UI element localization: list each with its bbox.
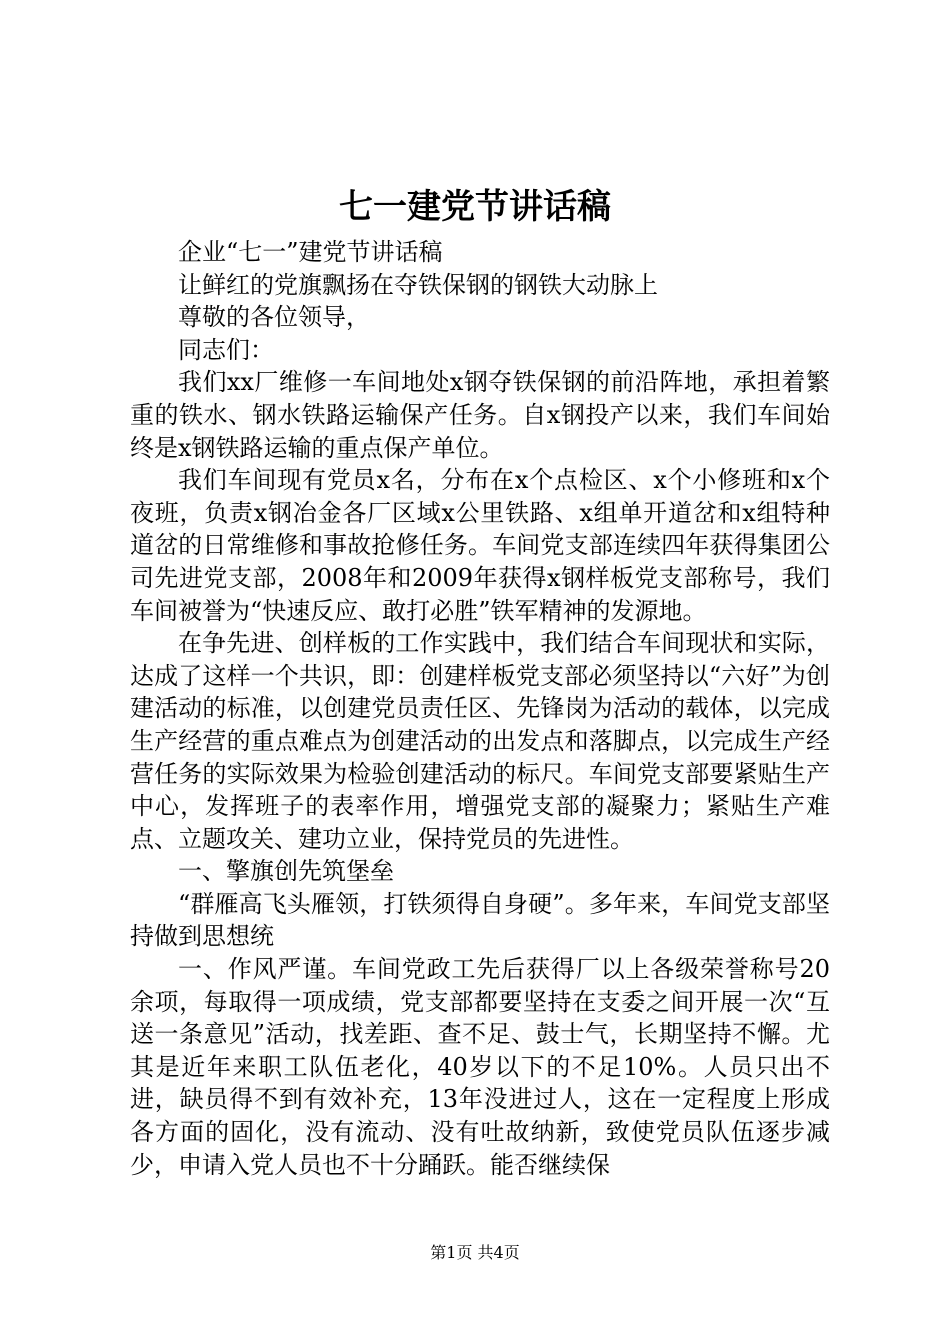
page-footer: 第1页 共4页 bbox=[430, 1243, 520, 1262]
document-body bbox=[130, 236, 830, 1181]
paragraph: 我们xx厂维修一车间地处x钢夺铁保钢的前沿阵地，承担着繁重的铁水、钢水铁路运输保产任务。自x钢投产以来，我们车间始终是x钢铁路运输的重点保产单位。 bbox=[130, 368, 830, 462]
paragraph: 在争先进、创样板的工作实践中，我们结合车间现状和实际，达成了这样一个共识，即：创建样板党支部必须坚持以“六好”为创建活动的标准，以创建党员责任区、先锋岗为活动的载体，以完成生产经营的重点难点为创建活动的出发点和落脚点，以完成生产经营任务的实际效果为检验创建活动的标尺。车间党支部要紧贴生产中心，发挥班子的表率作用，增强党支部的凝聚力；紧贴生产难点、立题攻关、建功立业，保持党员的先进性。 bbox=[130, 629, 830, 853]
paragraph-headline: 让鲜红的党旗飘扬在夺铁保钢的钢铁大动脉上 bbox=[178, 270, 658, 299]
paragraph: 我们车间现有党员x名，分布在x个点检区、x个小修班和x个夜班，负责x钢冶金各厂区域x公里铁路、x组单开道岔和x组特种道岔的日常维修和事故抢修任务。车间党支部连续四年获得集团公司先进党支部，2008年和2009年获得x钢样板党支部称号，我们车间被誉为“快速反应、敢打必胜”铁军精神的发源地。 bbox=[130, 466, 830, 625]
paragraph-salutation: 尊敬的各位领导， bbox=[178, 303, 370, 332]
paragraph: 一、作风严谨。车间党政工先后获得厂以上各级荣誉称号20余项，每取得一项成绩，党支部都要坚持在支委之间开展一次“互送一条意见”活动，找差距、查不足、鼓士气，长期坚持不懈。尤其是近年来职工队伍老化，40岁以下的不足10%。人员只出不进，缺员得不到有效补充，13年没进过人，这在一定程度上形成各方面的固化，没有流动、没有吐故纳新，致使党员队伍逐步减少，申请入党人员也不十分踊跃。能否继续保 bbox=[130, 955, 830, 1179]
paragraph: “群雁高飞头雁领，打铁须得自身硬”。多年来，车间党支部坚持做到思想统 bbox=[130, 889, 830, 951]
paragraph-greeting: 同志们： bbox=[178, 335, 274, 364]
document-title: 七一建党节讲话稿 bbox=[339, 187, 611, 227]
paragraph-subtitle: 企业“七一”建党节讲话稿 bbox=[178, 238, 443, 266]
section-heading: 一、擎旗创先筑堡垒 bbox=[178, 857, 394, 886]
